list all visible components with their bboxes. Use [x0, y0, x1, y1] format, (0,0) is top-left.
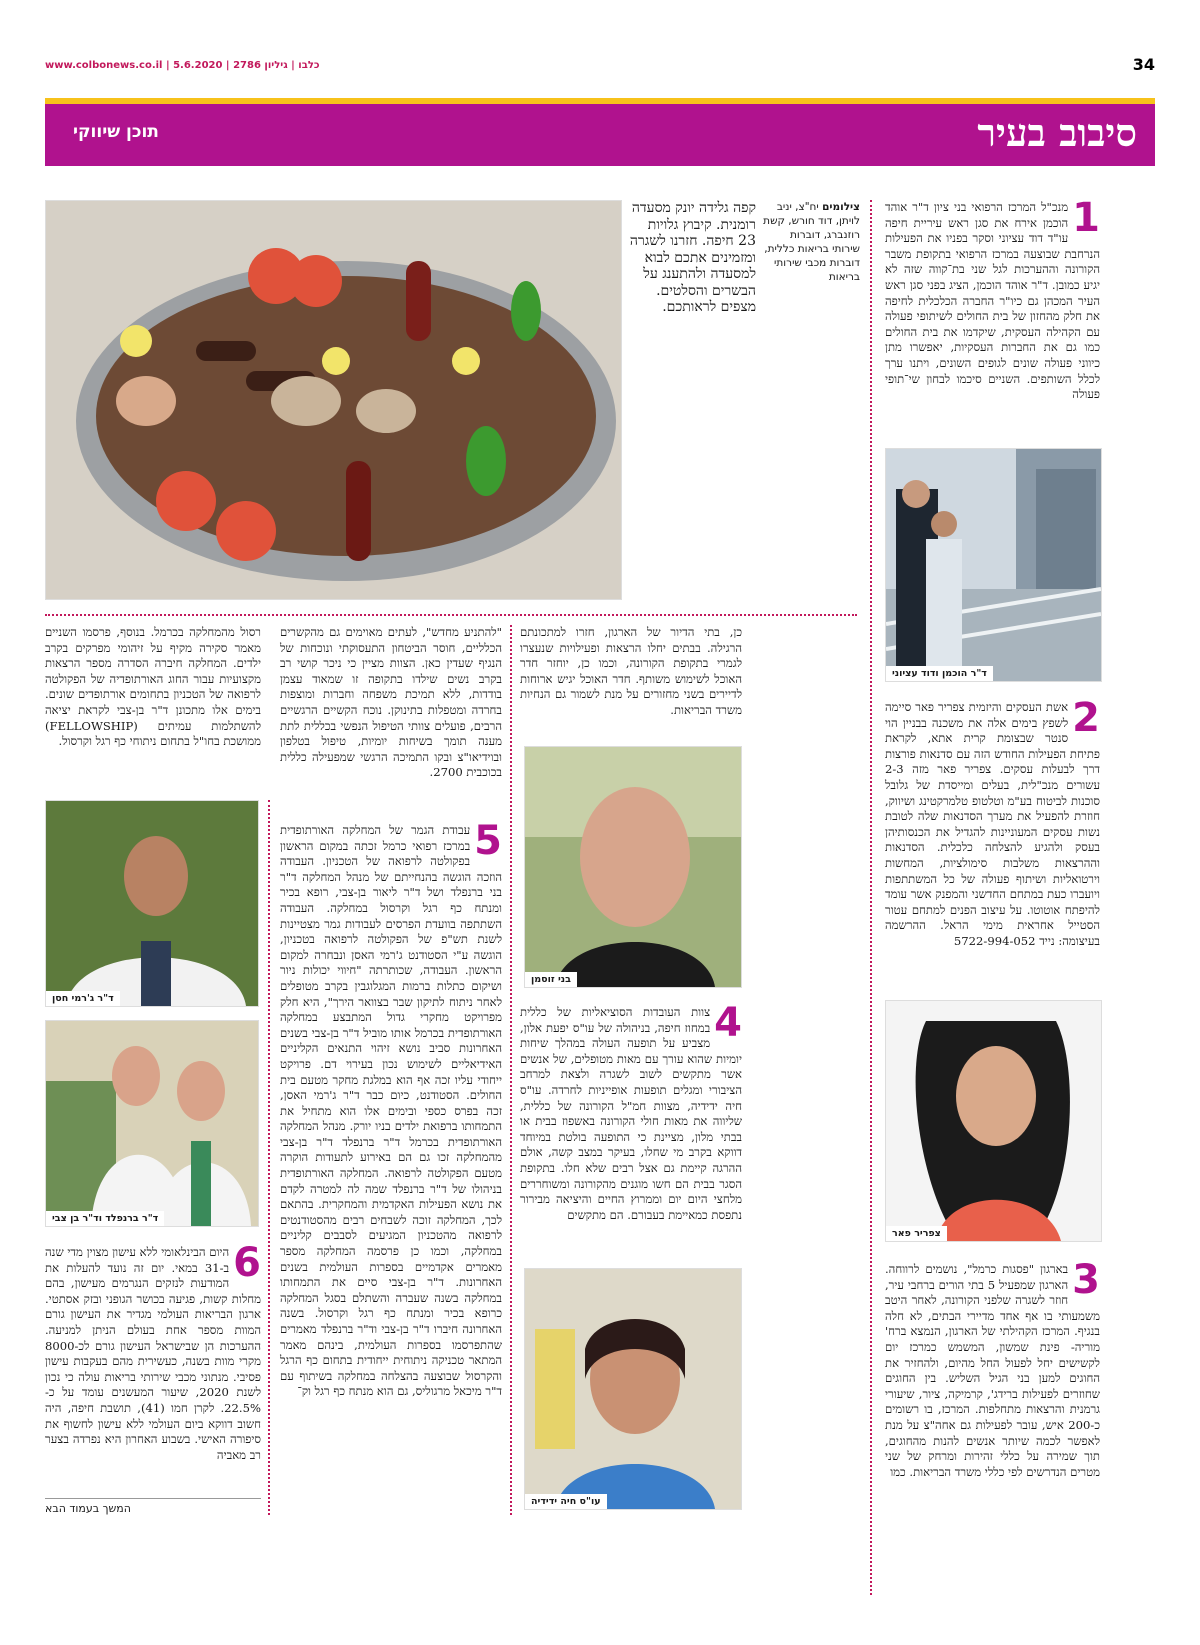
main-photo-caption: קפה גלידה יונק מסעדה רומנית. קיבוץ גלויות 23 חיפה. חזרנו לשגרה ומזמינים אתכם לבוא למסעדה ולהתענג על הבשרים והסלטים. מצפים לראותכם.: [629, 200, 756, 315]
grill-platter-image: [46, 201, 621, 599]
issue-info[interactable]: www.colbonews.co.il | כלבו | גיליון 2786 | 5.6.2020: [45, 60, 320, 71]
item-3-continued: [520, 625, 742, 719]
photo-peer-image: [886, 1001, 1101, 1241]
item-5-continued: [45, 625, 261, 750]
photo-hochman: [885, 448, 1102, 682]
continued-note[interactable]: [45, 1502, 261, 1515]
item-text: צוות העובדות הסוציאליות של כללית במחוז חיפה, בניהולה של עו"ס יפעת אלון, מצביע על תופעה העולה במהלך שיחות יומיות שהוא עורך עם מאות מטופלים, של אנשים אשר מתקשים לשוב לשגרה ולצאת למרחב הציבורי ומגלים תופעות אופייניות לחרדה. עו"ס חיה ידידיה, מצוות חמ"ל הקורונה של כללית, שליווה את מאות חולי הקורונה באשפוז בבית או בבתי מלון, מציינת כי התופעה בולטת במיוחד דווקא בקרב מי שחלו, בעיקר במצב קשה, אולם ההרגה קיימת גם אצל רבים שלא חלו. בתקופת הסגר בבית הם חשו מוגנים מהקורונה ומשוחררים מלחצי היום יום וממרוץ החיים והיציאה מבירור נתפסת כמאיימת בעבורם. הם מתקשים: [520, 1005, 742, 1222]
item-6: [45, 1240, 261, 1463]
photo-zusman: [524, 746, 742, 988]
item-number: 2: [1072, 695, 1100, 741]
item-4-continued: [280, 625, 502, 781]
promo-label: תוכן שיווקי: [73, 122, 159, 142]
column-rule: [870, 200, 872, 1595]
item-text: היום הבינלאומי ללא עישון מצוין מדי שנה ב-31 במאי. יום זה נועד להעלות את המודעות לנזקים הנגרמים מעישון, בהם מחלות קשות, פגיעה בכושר הגופני ובזק אסתטי. ארגון הבריאות העולמי מגדיר את העישון גורם המוות מספר אחת בעולם הניתן למניעה. ההערכות הן שבישראל העישון גורם לכ-8000 מקרי מוות בשנה, כעשירית מהם בעקבות עישון פסיבי. מנתוני מכבי שירותי בריאות עולה כי נכון לשנת 2020, שיעור המעשנים עומד על כ- 22.5%. לקרן חמו (41), תושבת חיפה, היה חשוב דווקא ביום העולמי ללא עישון לחשוף את סיפורה האישי. בשבוע האחרון היא נפרדה בצער רב מאביה: [45, 1245, 261, 1462]
main-photo: [45, 200, 622, 600]
page-number: 34: [1132, 55, 1155, 74]
item-3: [885, 1257, 1100, 1480]
item-number: 6: [233, 1240, 261, 1286]
item-text: אשת העסקים והיזמית צפריר פאר סיימה לשפץ בימים אלה את משכנה בבניין הוי סנטר שבצומת קרית אתא, לקראת פתיחת הפעילות החודש הזה עם סדנאות פורצות דרך לבעלות עסקים. צפריר פאר מזה 2-3 עשורים מנכ"לית, בעלים ומייסדת של גלובל סוכנות לביטוח בע"מ וטלטופ טלמרקטינג ושיווק, חוזרת להפעיל את מערך הסדנאות שלה לטובת נשות עסקים המעוניינות להגדיל את הכנסותיהן בעסק ולהגיע להצלחה כלכלית. הסדנאות וההרצאות משלבות סימולציות, המחשות וירטואליות ושיתוף פעולה של כל המשתתפות ויועברו כעת במתחם החדשני והמפנק אשר עומד להיפתח אוטוטו. על עיצוב הפנים למתחם עטור הסטייל אחראית מימי הראל. ההרשמה בעיצומה: נייד 5722-994-052: [885, 700, 1100, 948]
item-text: רסול מהמחלקה בכרמל. בנוסף, פרסמו השניים מאמר סקירה מקיף על זיהומי מפרקים בקרב ילדים. המחלקה חיברה הסדרה מספר הרצאות מקצועיות עבור החוג האורתופדיה של הפקולטה לרפואה של הטכניון בתחומים אורתופדים שונים. בימים אלו מתכונן ד"ר בן-צבי לקראת יציאה להשתלמות עמיתים (FELLOWSHIP) ממושכת בחו"ל בתחום ניתוחי כף רגל וקרסול.: [45, 625, 261, 749]
photo-brenfeld: [45, 1020, 259, 1227]
item-text: עבודת הגמר של המחלקה האורתופדית במרכז רפואי כרמל זכתה במקום הראשון בפקולטה לרפואה של הטכניון. העבודה הוזכה הוגשה בהנחייתם של מנהל המחלקה ד"ר בני ברנפלד ושל ד"ר ליאור בן-צבי, רופא בכיר ומנתח כף רגל וקרסול במחלקה. העבודה השתתפה בוועדת הפרסים לעבודות גמר מצטיינות לשנת תש"פ של הפקולטה לרפואה בטכניון, הוגשה ע"י הסטודנט ג'רמי האסן ונבחרה למקום הראשון. העבודה, שכותרתה "חיווי יכולות ניור ושיקום כתלות ברמות המגלוגבין בקרב מטופלים לאחר ניתוח לתיקון שבר בצוואר הירך", היא חלק מפרויקט מחקרי גדול המתבצע במחלקה האורתופדית בכרמל אותו מוביל ד"ר בן-צבי בשנים האחרונות סביב נושא זיהוי התנאים הקליניים האידיאליים לשימוש נכון בעירוי דם. פרויקט ייחודי עליו זכה אף הוא במלגת מחקר מטעם בית החולים. הסטודנט, כיום כבר ד"ר ג'רמי האסן, זכה בפרס כספי ובימים אלו הוא מתחיל את התמחותו ברפואת ילדים בניו יורק. מנהל המחלקה האורתופדית בכרמל ד"ר ברנפלד ד"ר בן-צבי מהמחלקה זכו גם הם באירוע לתעודות הוקרה מטעם הפקולטה לרפואה. המחלקה האורתופדית בניהולו של ד"ר ברנפלד שמה לה למטרה לקדם את נושא הפעילות האקדמית והמחקרית. בהתאם לכך, המחלקה זוכה לשבחים רבים מהסטודנטים לרפואה מהטכניון המגיעים לסבבים קליניים במחלקה, וכמו כן פרסמה המחלקה מספר מאמרים אקדמיים בספרות העולמית בשנים האחרונות. ד"ר בן-צבי סיים את התמחותו במחלקה בשנה שעברה והשתלם בסגל המחלקה כרופא בכיר ומנתח כף רגל וקרסול. בשנה האחרונה חיברו ד"ר בן-צבי וד"ר ברנפלד מאמרים שהתפרסמו בספרות העולמית, בינהם מאמר המתאר טכניקה ניתוחית ייחודית בתחום כף הרגל והקרסול שבוצעה בהצלחה במחלקה בשיתוף עם ד"ר מיכאל מרגוליס, גם הוא מנתח כף רגל וק־: [280, 823, 502, 1399]
photo-hochman-image: [886, 449, 1101, 681]
photo-hassan: [45, 800, 259, 1007]
item-number: 4: [714, 1000, 742, 1046]
item-5: [280, 818, 502, 1400]
photo-hassan-image: [46, 801, 258, 1006]
photo-caption: ד"ר ברנפלד וד"ר בן צבי: [46, 1211, 164, 1226]
credit-text: יח"צ, יניב לויתן, דוד חורש, קשת רוזנברג, דוברות שירותי בריאות כללית, דוברות מכבי שירותי בריאות: [763, 201, 860, 283]
item-number: 3: [1072, 1257, 1100, 1303]
item-2: [885, 695, 1100, 950]
column-rule: [510, 625, 512, 1515]
continued-rule: [45, 1498, 261, 1499]
item-text: מנכ"ל המרכז הרפואי בני ציון ד"ר אוהד הוכמן אירח את סגן ראש עיריית חיפה עו"ד דוד עציוני וסקר בפניו את הפעילות הנרחבת שבוצעה במרכז הרפואי בתקופת משבר הקורונה וההערכות לגל שני בת־קווה שזה לא יגיע כמובן. ד"ר אוהד הוכמן, הציג בפני סגן ראש העיר המכהן גם כיו"ר החברה הכלכלית לחיפה את חלק מהחזון של בית החולים לשיתופי פעולה עם הקהילה העסקית, שיקדמו את בית החולים כמו גם את החברות העסקיות, יאפשרו מתן כיווני פעולה שונים לגופים השונים, ויתנו ערך לכלל השותפים. השניים סיכמו לבחון שי־תופי פעולה: [885, 200, 1100, 402]
photo-yedidya: [524, 1268, 742, 1510]
item-number: 1: [1072, 195, 1100, 241]
section-title: סיבוב בעיר: [977, 110, 1137, 155]
photo-caption: בני זוסמן: [525, 972, 577, 987]
column-rule: [268, 800, 270, 1515]
continued-text: המשך בעמוד הבא: [45, 1502, 131, 1515]
item-number: 5: [474, 818, 502, 864]
section-rule: [45, 614, 857, 616]
issue-line: [45, 55, 1155, 74]
photo-brenfeld-image: [46, 1021, 258, 1226]
photo-caption: צפריר פאר: [886, 1226, 947, 1241]
photo-caption: ד"ר הוכמן ודוד עציוני: [886, 666, 993, 681]
photo-yedidya-image: [525, 1269, 741, 1509]
item-text: "להתניע מחדש", לעתים מאוימים גם מהקשרים הכלליים, חוסר הביטחון התעסוקתי ונוכחות של הנגיף שעדין כאן. הצוות מציין כי ניכר קושי רב בקרב נשים שילדו בתקופה זו שמאוד עצמן בודדות, ללא תמיכת משפחה וחברות ומוצפות בחרדה ומטפלות בתינוקן. נוכח הקשיים הרגשיים הרבים, פועלים צוותי הטיפול הנפשי בכללית לתת מענה תומך בשיחות יומיות, טיפול בטלפון ובוידיאו"צ ובקו התמיכה הרגשי שמפעילה כללית בכוכבית 2700.: [280, 625, 502, 780]
photo-zusman-image: [525, 747, 741, 987]
section-banner: [45, 104, 1155, 166]
photo-caption: ד"ר ג'רמי חסן: [46, 991, 120, 1006]
photo-caption: עו"ס חיה ידידיה: [525, 1494, 607, 1509]
item-text: בארגון "פסגות כרמל", נושמים לרווחה. הארגון שמפעיל 5 בתי הורים ברחבי עיר, חוזר לשגרה שלפני הקורונה, לאחר היטב משמעותי בו אף אחד מדיירי הבתים, לא חלה בנגיף. המרכז הקהילתי של הארגון, הנמצא ברח' מוריה- פינת שמשון, המשמש כמרכז יום לקשישים יחל לפעול החל מהיום, ולהחזיר את החוגים למען בני הגיל השליש. בין החוגים שחוזרים לפעילות ברידג', קרמיקה, ציור, שיעורי גרמנית והרצאות מתחלפות. המרכז, בו רשומים כ-200 איש, עובר לפעילות גם אחה"צ על מנת לאפשר לכמה שיותר אנשים להנות מהחוגים, תוך שמירה על כללי זהירות ומרחק של שני מטרים הנדרשים לפי כללי משרד הבריאות. כמו: [885, 1262, 1100, 1479]
item-4: [520, 1000, 742, 1223]
photo-credit: [760, 200, 860, 284]
item-1: [885, 195, 1100, 403]
item-text: כן, בתי הדיור של הארגון, חזרו למתכונתם הרגילה. בבתים יחלו הרצאות ופעילויות שנעצרו לגמרי בתקופת הקורונה, וכמו כן, יוחזר חדר האוכל לשימוש משותף. חדר האוכל יגיש ארוחות לדיירים בשני מחזורים על מנת לשמור גם הנחיות משרד הבריאות.: [520, 625, 742, 717]
credit-label: צילומים: [822, 201, 860, 213]
photo-peer: [885, 1000, 1102, 1242]
